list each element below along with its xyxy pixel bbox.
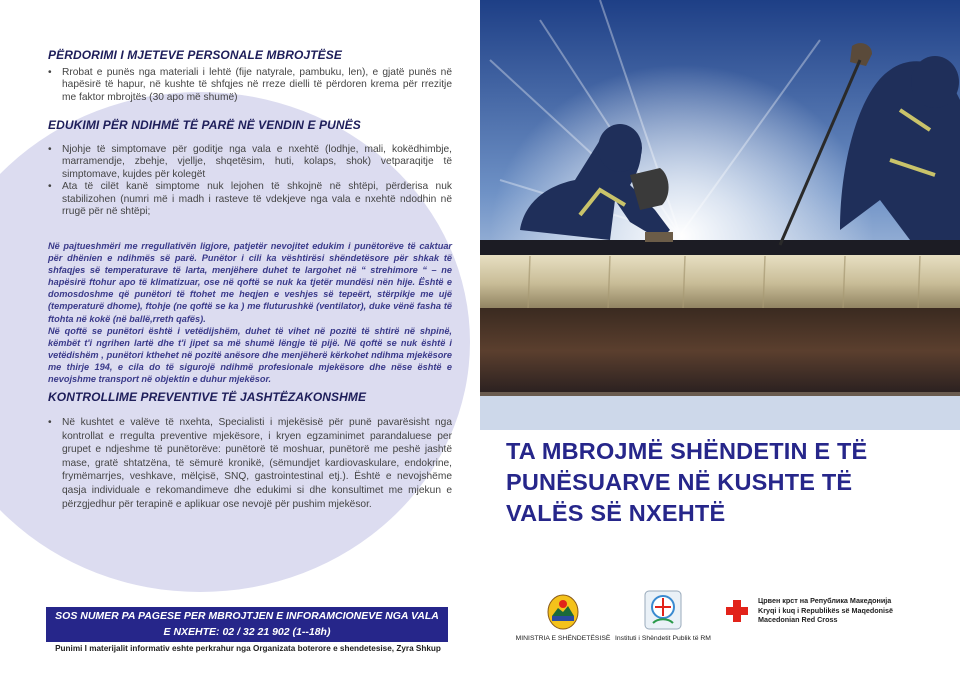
instruction-paragraph: Në pajtueshmëri me rregullativën ligjore, patjetër nevojitet edukim i punëtorëve të caktuar për dhënien e ndihmës së parë. Punëtor i cili ka vështirësi shëndetësore për shkak të shfaqjes së temperaturave të larta, menjëhere duhet te largohet në “ strehimore “ – ne hapësirë ftohur apo të klimatizuar, ose në qoftë se nuk ka tjetër mundësi nën hije. Është e domosdoshme që punëtori të ftohet me heqjen e veshjes së tepeërt, stërpikje me ujë (temperaturë dhome), ftohje (ne qoftë se ka ) me fluturushkë (ventilator), duke vënë fasha të ftohta në kokë (në ballë,rreth qafës). bbox=[48, 241, 452, 324]
red-cross-line: Kryqi i kuq i Republikës së Maqedonisë bbox=[758, 605, 894, 615]
instruction-paragraph: Në qoftë se punëtori është i vetëdijshëm, duhet të vihet në pozitë të shtirë në shpinë, këmbët t'i ngrihen lartë dhe t'i jipet sa më shumë lëngje të pijë. Në qoftë se nuk është i vetëdishëm , punëtori kthehet në pozitë anësore dhe menjëherë kërkohet ndihma mjekësore me thirje 194, e cila do të sigurojë ndihmë profesionale mjekësore dhe nëse është e nevojshme transport në objektin e duhur mjekësor. bbox=[48, 325, 452, 385]
list-item: • Në kushtet e valëve të nxehta, Specialisti i mjekësisë për punë pavarësisht nga kontrollat e rregulta preventive mjekësore, i kryen egzaminimet parandaluese per grupet e ndjeshme të punëtorëve: punëtorë të moshuar, punëtorë me peshë jashtë mase, gratë shtatzëna, të sëmurë kronikë, (sëmundjet kardiovaskulare, endokrine, frymëmarrjes, veshkave, mëlçisë, SNQ, gastrointestinal etj.). Është e nevojshëme qasja individuale e rekomandimeve dhe edukimi si dhe konsultimet me mjekun e përzgjedhur për terapinë e aplikuar ose nevojë për pushim mjekësor. bbox=[48, 416, 452, 511]
institute-emblem-icon bbox=[644, 590, 682, 630]
section-preventive-checks bbox=[48, 390, 452, 511]
institute-label: Instituti i Shëndetit Publik të RM bbox=[615, 635, 711, 642]
right-panel bbox=[480, 0, 960, 684]
first-aid-instructions bbox=[48, 240, 452, 385]
section-ppe bbox=[48, 48, 452, 104]
footnote: Punimi I materijalit informativ eshte perkrahur nga Organizata boterore e shendetesise, Zyra Shkup bbox=[55, 644, 441, 653]
sos-line-1: SOS NUMER PA PAGESE PER MBROJTJEN E INFORAMCIONEVE NGA VALA bbox=[55, 610, 439, 622]
list-item: • Ata të cilët kanë simptome nuk lejohen të shkojnë në shtëpi, përderisa nuk stabilizohen (numri më i madh i rasteve të vdekjeve nga vala e nxehtë ndodhin në rrugë për në shtëpi; bbox=[48, 181, 452, 218]
ministry-logo bbox=[508, 594, 618, 642]
section-first-aid bbox=[48, 118, 452, 218]
red-cross-icon bbox=[726, 600, 748, 622]
headline-line: PUNËSUARVE NË KUSHTE TË bbox=[506, 469, 853, 495]
first-aid-list bbox=[48, 144, 452, 218]
sos-line-2: E NXEHTE: 02 / 32 21 902 (1--18h) bbox=[163, 626, 331, 638]
ppe-list bbox=[48, 67, 452, 104]
section-title-first-aid: EDUKIMI PËR NDIHMË TË PARË NË VENDIN E PUNËS bbox=[48, 118, 361, 132]
section-title-ppe: PËRDORIMI I MJETEVE PERSONALE MBROJTËSE bbox=[48, 48, 342, 62]
sos-hotline-banner bbox=[46, 607, 448, 642]
red-cross-line: Macedonian Red Cross bbox=[758, 615, 838, 625]
workers-photo-image bbox=[480, 0, 960, 430]
preventive-list bbox=[48, 416, 452, 511]
headline-line: VALËS SË NXEHTË bbox=[506, 500, 726, 526]
institute-logo bbox=[608, 590, 718, 642]
section-title-preventive: KONTROLLIME PREVENTIVE TË JASHTËZAKONSHME bbox=[48, 390, 367, 404]
logos-row bbox=[480, 590, 960, 660]
list-item: • Rrobat e punës nga materiali i lehtë (fije natyrale, pambuku, len), e gjatë punës në hapësirë të hapur, në kushte të shfqjes në rreze dielli të përdoren krema për rrezitje me faktor mbrojtës (30 apo më shumë) bbox=[48, 67, 452, 104]
headline bbox=[506, 436, 946, 529]
list-item: • Njohje të simptomave për goditje nga vala e nxehtë (lodhje, mali, kokëdhimbje, marramendje, zbehje, vjellje, shqetësim, huti, kolaps, shok) vetparaqitje të simptomave, kujdes për kolegët bbox=[48, 144, 452, 181]
headline-line: TA MBROJMË SHËNDETIN E TË bbox=[506, 438, 868, 464]
red-cross-line: Црвен крст на Република Македонија bbox=[758, 596, 892, 605]
ministry-emblem-icon bbox=[546, 594, 580, 630]
workers-photo bbox=[480, 0, 960, 430]
red-cross-text bbox=[758, 596, 893, 625]
ministry-label: MINISTRIA E SHËNDETËSISË bbox=[515, 635, 611, 642]
